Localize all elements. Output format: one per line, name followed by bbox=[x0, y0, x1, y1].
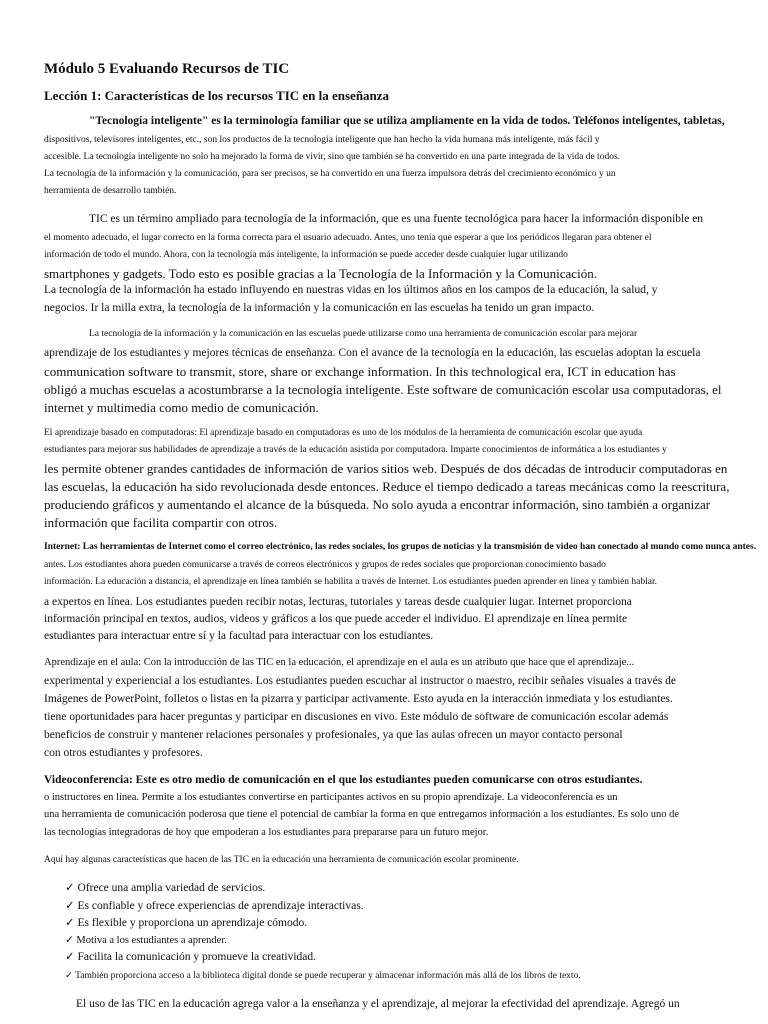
text-line: el momento adecuado, el lugar correcto en la forma correcta para el usuario adecuado. Antes, uno tenía que esperar a que los periódicos llegaran para obtener el bbox=[44, 233, 652, 243]
text-line: una herramienta de comunicación poderosa que tiene el potencial de cambiar la forma en que entregamos información a los estudiantes. Es solo uno de bbox=[44, 809, 680, 820]
text-line: Internet: Las herramientas de Internet como el correo electrónico, las redes sociales, los grupos de noticias y la transmisión de video han conectado al mundo como nunca antes. bbox=[44, 542, 757, 552]
lesson-heading: Lección 1: Características de los recursos TIC en la enseñanza bbox=[44, 88, 390, 103]
text-line: las escuelas, la educación ha sido revolucionada desde entonces. Reduce el tiempo dedicado a tareas mecánicas como la reescritura, bbox=[44, 479, 730, 494]
text-line: o instructores en línea. Permite a los estudiantes convertirse en participantes activos en su propio aprendizaje. La videoconferencia es un bbox=[44, 792, 618, 803]
text-line: antes. Los estudiantes ahora pueden comunicarse a través de correos electrónicos y grupos de redes sociales que proporcionan conocimiento basado bbox=[44, 560, 606, 570]
page-title: Módulo 5 Evaluando Recursos de TIC bbox=[44, 61, 290, 77]
checklist-item: ✓ Ofrece una amplia variedad de servicios. bbox=[65, 882, 266, 894]
text-line: produciendo gráficos y aumentando el alcance de la búsqueda. No solo ayuda a encontrar información, sino también a organizar bbox=[44, 497, 711, 512]
text-line: "Tecnología inteligente" es la terminología familiar que se utiliza ampliamente en la vida de todos. Teléfonos inteligentes, tabletas, bbox=[89, 115, 725, 127]
text-line: Aquí hay algunas características que hacen de las TIC en la educación una herramienta de comunicación escolar prominente. bbox=[44, 855, 519, 865]
checklist-item: ✓ Es flexible y proporciona un aprendizaje cómodo. bbox=[65, 917, 308, 929]
text-line: con otros estudiantes y profesores. bbox=[44, 747, 203, 759]
text-line: La tecnología de la información ha estado influyendo en nuestras vidas en los últimos años en los campos de la educación, la salud, y bbox=[44, 284, 658, 296]
text-line: negocios. Ir la milla extra, la tecnología de la información y la comunicación en las escuelas ha tenido un gran impacto. bbox=[44, 302, 595, 314]
text-line: les permite obtener grandes cantidades de información de varios sitios web. Después de dos décadas de introducir computadoras en bbox=[44, 461, 728, 476]
text-line: información principal en textos, audios, videos y gráficos a los que puede acceder el individuo. El aprendizaje en línea permite bbox=[44, 613, 628, 625]
text-line: accesible. La tecnología inteligente no solo ha mejorado la forma de vivir, sino que también se ha convertido en una parte integrada de la vida de todos. bbox=[44, 152, 621, 162]
checklist-item: ✓ Facilita la comunicación y promueve la creatividad. bbox=[65, 951, 317, 963]
text-line: La tecnología de la información y la comunicación, para ser precisos, se ha convertido en una fuerza impulsora detrás del crecimiento económico y un bbox=[44, 169, 616, 179]
text-line: aprendizaje de los estudiantes y mejores técnicas de enseñanza. Con el avance de la tecnología en la educación, las escuelas adoptan la escuela bbox=[44, 347, 701, 359]
text-line: estudiantes para mejorar sus habilidades de aprendizaje a través de la educación asistida por computadora. Imparte conocimientos de informática a los estudiantes y bbox=[44, 445, 667, 455]
text-line: información. La educación a distancia, el aprendizaje en línea también se habilita a través de Internet. Los estudiantes pueden aprender en línea y también hablar. bbox=[44, 577, 658, 587]
text-line: Aprendizaje en el aula: Con la introducción de las TIC en la educación, el aprendizaje en el aula es un atributo que hace que el aprendizaje... bbox=[44, 657, 635, 668]
checklist-item: ✓ Motiva a los estudiantes a aprender. bbox=[65, 935, 227, 946]
text-line: obligó a muchas escuelas a acostumbrarse a la tecnología inteligente. Este software de comunicación escolar usa computadoras, el bbox=[44, 382, 722, 397]
text-line: beneficios de construir y mantener relaciones personales y profesionales, ya que las aulas ofrecen un mayor contacto personal bbox=[44, 729, 623, 741]
text-line: internet y multimedia como medio de comunicación. bbox=[44, 400, 319, 415]
text-line: tiene oportunidades para hacer preguntas y participar en discusiones en vivo. Este módulo de software de comunicación escolar además bbox=[44, 711, 669, 723]
text-line: información de todo el mundo. Ahora, con la tecnología más inteligente, la información se puede acceder desde cualquier lugar utilizando bbox=[44, 250, 568, 260]
text-line: communication software to transmit, store, share or exchange information. In this technological era, ICT in education has bbox=[44, 364, 676, 379]
text-line: herramienta de desarrollo también. bbox=[44, 186, 177, 196]
text-line: smartphones y gadgets. Todo esto es posible gracias a la Tecnología de la Información y la Comunicación. bbox=[44, 266, 597, 281]
text-line: TIC es un término ampliado para tecnología de la información, que es una fuente tecnológica para hacer la información disponible en bbox=[89, 213, 704, 225]
checklist-item: ✓ También proporciona acceso a la biblioteca digital donde se puede recuperar y almacenar información más allá de los libros de texto. bbox=[65, 971, 581, 981]
text-line: información que facilita compartir con otros. bbox=[44, 515, 278, 530]
text-line: El uso de las TIC en la educación agrega valor a la enseñanza y el aprendizaje, al mejorar la efectividad del aprendizaje. Agregó un bbox=[76, 998, 680, 1010]
text-line: Videoconferencia: Este es otro medio de comunicación en el que los estudiantes pueden comunicarse con otros estudiantes. bbox=[44, 774, 643, 786]
text-line: dispositivos, televisores inteligentes, etc., son los productos de la tecnología inteligente que han hecho la vida humana más inteligente, más fácil y bbox=[44, 135, 600, 145]
text-line: La tecnología de la información y la comunicación en las escuelas puede utilizarse como una herramienta de comunicación escolar para mejorar bbox=[89, 329, 638, 339]
text-line: estudiantes para interactuar entre sí y la facultad para interactuar con los estudiantes. bbox=[44, 630, 434, 642]
text-line: El aprendizaje basado en computadoras: El aprendizaje basado en computadoras es uno de los módulos de la herramienta de comunicación escolar que ayuda bbox=[44, 428, 643, 438]
checklist-item: ✓ Es confiable y ofrece experiencias de aprendizaje interactivas. bbox=[65, 900, 364, 912]
text-line: las tecnologías integradoras de hoy que empoderan a los estudiantes para prepararse para un futuro mejor. bbox=[44, 827, 489, 838]
text-line: a expertos en línea. Los estudiantes pueden recibir notas, lecturas, tutoriales y tareas desde cualquier lugar. Internet proporciona bbox=[44, 596, 632, 608]
text-line: experimental y experiencial a los estudiantes. Los estudiantes pueden escuchar al instructor o maestro, recibir señales visuales a través de bbox=[44, 675, 676, 687]
text-line: Imágenes de PowerPoint, folletos o listas en la pizarra y participar activamente. Esto ayuda en la interacción inmediata y los estudiantes. bbox=[44, 693, 673, 705]
